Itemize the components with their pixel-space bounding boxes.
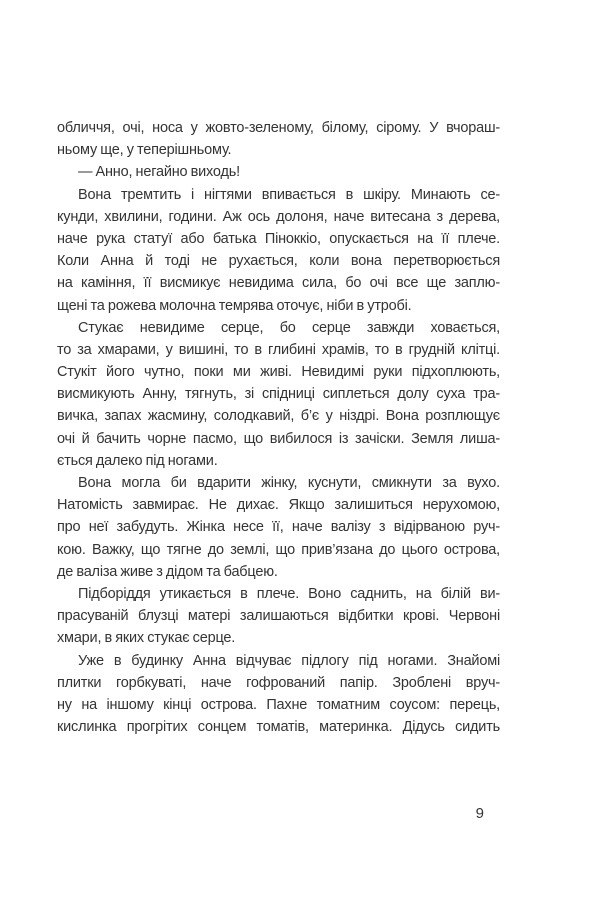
text-line: Уже в будинку Анна відчуває підлогу під ногами. Знайомі [78, 652, 500, 669]
text-line: то за хмарами, у вишині, то в глибині храмів, то в грудній клітці. [57, 341, 500, 358]
text-line: прасуваній блузці матері залишаються відбитки крові. Червоні [57, 608, 500, 625]
text-line: обличчя, очі, носа у жовто-зеленому, білому, сірому. У вчораш- [57, 120, 500, 136]
text-line: кунди, хвилини, години. Аж ось долоня, наче витесана з дерева, [57, 208, 500, 225]
text-line: про неї забудуть. Жінка несе її, наче валізу з відірваною руч- [57, 519, 500, 536]
text-line: ну на іншому кінці острова. Пахне томатним соусом: перець, [57, 696, 500, 713]
text-line: вичка, запах жасмину, солодкавий, б’є у ніздрі. Вона розплющує [57, 408, 500, 425]
text-line: кою. Важку, що тягне до землі, що прив’язана до цього острова, [57, 541, 500, 558]
text-line: Стукіт його чутно, поки ми живі. Невидимі руки підхоплюють, [57, 364, 500, 381]
text-line: Вона могла би вдарити жінку, куснути, смикнути за вухо. [78, 475, 500, 491]
page-number: 9 [475, 805, 484, 822]
text-line: наче рука статуї або батька Піноккіо, опускається на її плече. [57, 230, 500, 247]
text-line: Натомість завмирає. Не дихає. Якщо залишиться нерухомою, [57, 497, 500, 514]
text-line: Стукає невидиме серце, бо серце завжди ховається, [78, 319, 500, 336]
text-line: Вона тремтить і нігтями впивається в шкіру. Минають се- [78, 186, 500, 203]
text-line: хмари, в яких стукає серце. [57, 630, 236, 647]
text-line: Підборіддя утикається в плече. Воно саднить, на білій ви- [78, 585, 500, 602]
text-line: кислинка прогрітих сонцем томатів, материнка. Дідусь сидить [57, 719, 500, 736]
text-line: висмикують Анну, тягнуть, зі спідниці сиплеться долу суха тра- [57, 386, 500, 403]
text-line: очі й бачить чорне пасмо, що вибилося із зачіски. Земля лиша- [57, 430, 500, 447]
text-line: ється далеко під ногами. [57, 452, 218, 469]
text-line: ньому ще, у теперішньому. [57, 142, 232, 159]
text-line: на каміння, її висмикує невидима сила, бо очі все ще заплю- [57, 275, 500, 292]
text-line: щені та рожева молочна темрява оточує, ніби в утробі. [57, 297, 412, 314]
text-line: Коли Анна й тоді не рухається, коли вона перетворюється [57, 253, 500, 270]
text-line: — Анно, негайно виходь! [78, 164, 240, 181]
text-column [57, 117, 500, 738]
text-line: де валіза живе з дідом та бабцею. [57, 563, 278, 580]
text-line: плитки горбкуваті, наче гофрований папір. Зроблені вруч- [57, 674, 500, 691]
